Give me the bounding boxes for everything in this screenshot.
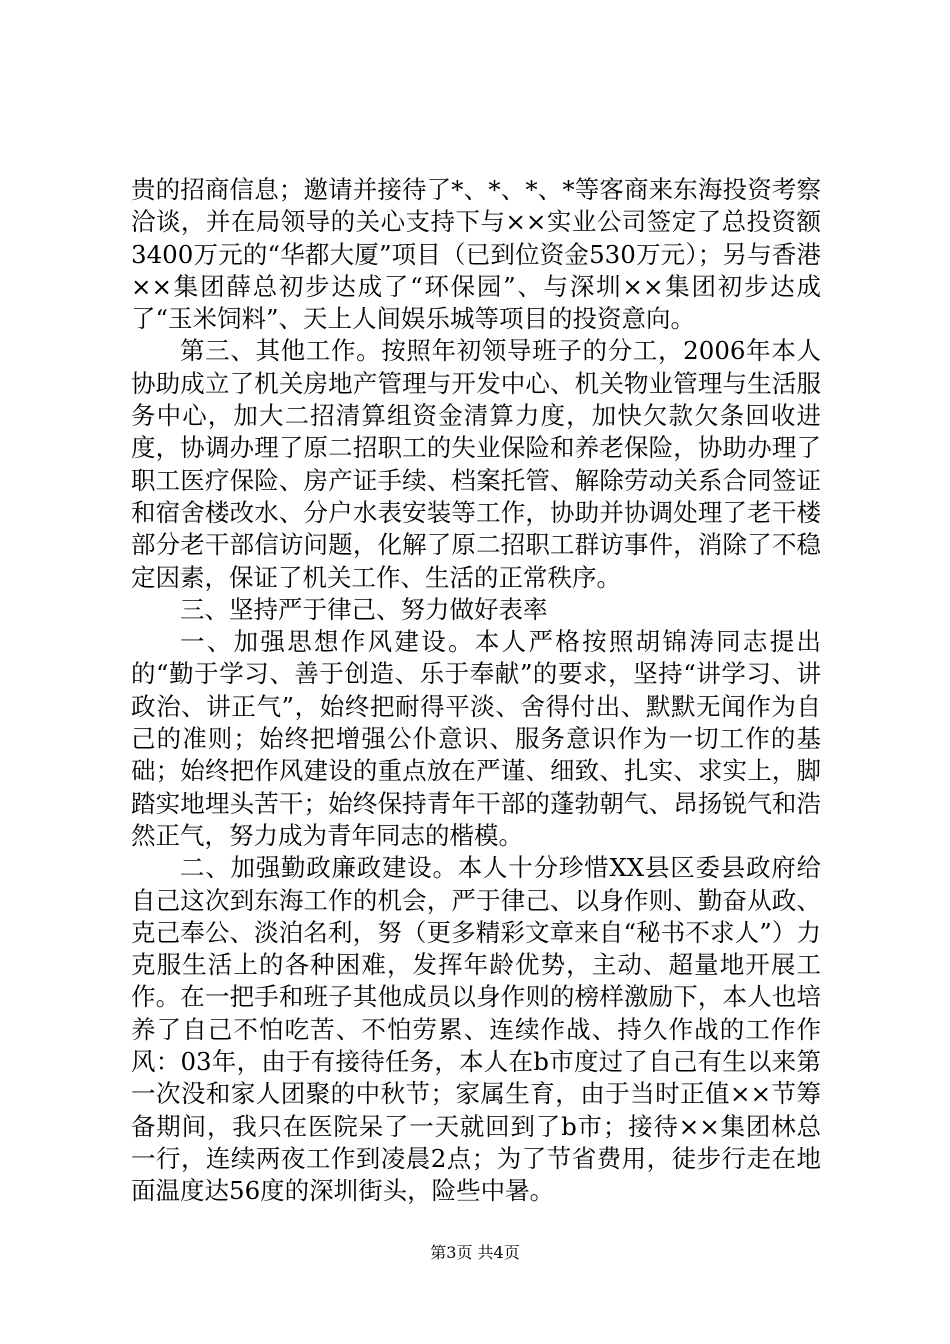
paragraph-work-style: 一、加强思想作风建设。本人严格按照胡锦涛同志提出的“勤于学习、善于创造、乐于奉献”的要求，坚持“讲学习、讲政治、讲正气”，始终把耐得平淡、舍得付出、默默无闻作为自己的准则；始终把增强公仆意识、服务意识作为一切工作的基础；始终把作风建设的重点放在严谨、细致、扎实、求实上，脚踏实地埋头苦干；始终保持青年干部的蓬勃朝气、昂扬锐气和浩然正气，努力成为青年同志的楷模。 <box>131 627 821 850</box>
paragraph-integrity: 二、加强勤政廉政建设。本人十分珍惜XX县区委县政府给自己这次到东海工作的机会，严于律己、以身作则、勤奋从政、克己奉公、淡泊名利，努（更多精彩文章来自“秘书不求人”）力克服生活上的各种困难，发挥年龄优势，主动、超量地开展工作。在一把手和班子其他成员以身作则的榜样激励下，本人也培养了自己不怕吃苦、不怕劳累、连续作战、持久作战的工作作风：03年，由于有接待任务，本人在b市度过了自己有生以来第一次没和家人团聚的中秋节；家属生育，由于当时正值××节筹备期间，我只在医院呆了一天就回到了b市；接待××集团林总一行，连续两夜工作到凌晨2点；为了节省费用，徒步行走在地面温度达56度的深圳街头，险些中暑。 <box>131 853 821 1206</box>
document-body <box>131 174 821 1208</box>
page-footer <box>0 1243 950 1263</box>
paragraph-investment-continued: 贵的招商信息；邀请并接待了*、*、*、*等客商来东海投资考察洽谈，并在局领导的关心支持下与××实业公司签定了总投资额3400万元的“华都大厦”项目（已到位资金530万元）；另与香港××集团薛总初步达成了“环保园”、与深圳××集团初步达成了“玉米饲料”、天上人间娱乐城等项目的投资意向。 <box>131 175 821 334</box>
section-heading-self-discipline: 三、坚持严于律己、努力做好表率 <box>180 594 548 624</box>
paragraph-other-work: 第三、其他工作。按照年初领导班子的分工，2006年本人协助成立了机关房地产管理与开发中心、机关物业管理与生活服务中心，加大二招清算组资金清算力度，加快欠款欠条回收进度，协调办理了原二招职工的失业保险和养老保险，协助办理了职工医疗保险、房产证手续、档案托管、解除劳动关系合同签证和宿舍楼改水、分户水表安装等工作，协助并协调处理了老干楼部分老干部信访问题，化解了原二招职工群访事件，消除了不稳定因素，保证了机关工作、生活的正常秩序。 <box>131 336 821 592</box>
page-number: 第3页 共4页 <box>430 1243 520 1262</box>
